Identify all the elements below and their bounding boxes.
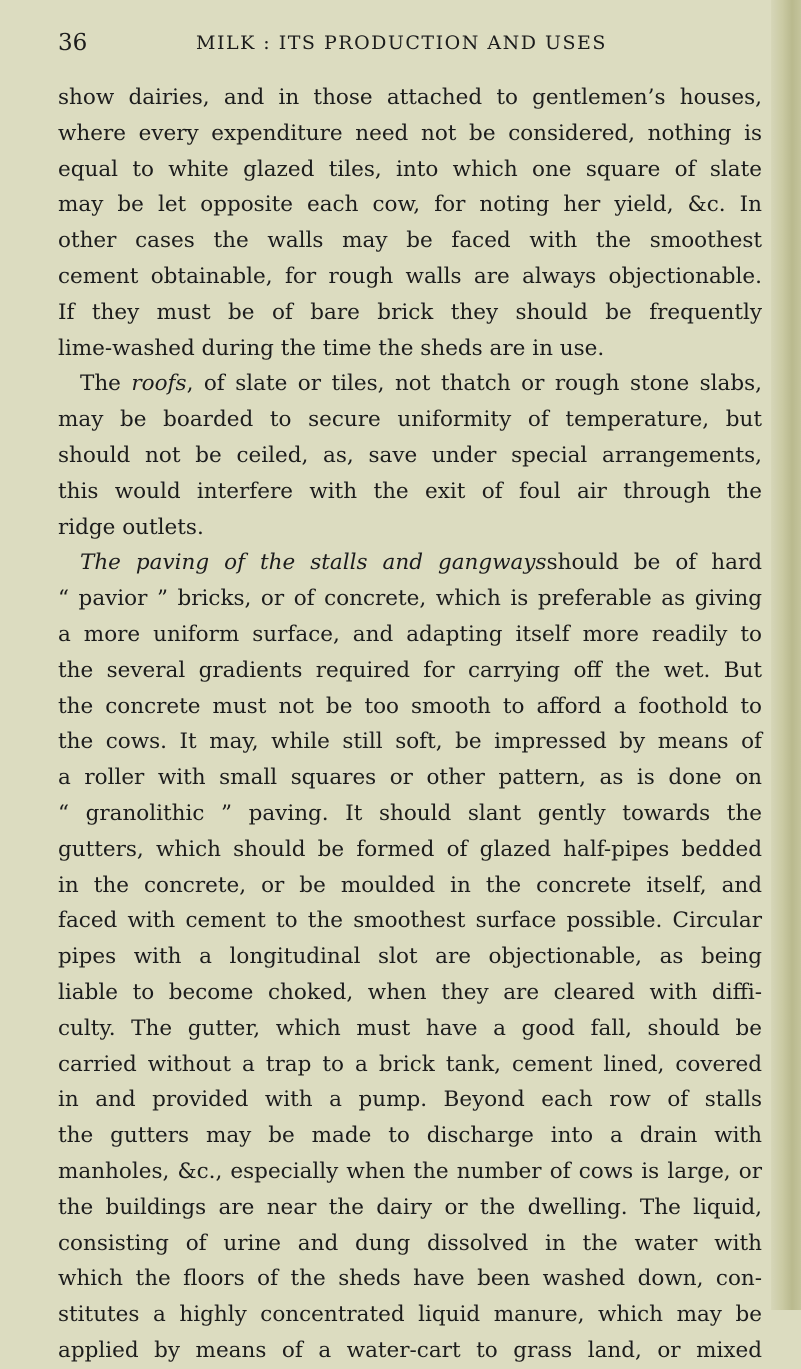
text-segment: equal to white glazed tiles, into which one square of slate	[58, 156, 762, 182]
text-segment: gutters, which should be formed of glazed half-pipes bedded	[58, 836, 762, 862]
text-line	[58, 939, 762, 975]
text-line	[58, 1333, 762, 1369]
book-page-edge	[771, 0, 801, 1310]
text-line	[58, 510, 762, 546]
text-segment: “ pavior ” bricks, or of concrete, which is preferable as giving	[58, 586, 762, 612]
text-line	[58, 903, 762, 939]
text-segment: a roller with small squares or other pattern, as is done on	[58, 765, 762, 791]
text-line	[58, 868, 762, 904]
text-segment: the concrete must not be too smooth to afford a foothold to	[58, 693, 762, 719]
text-segment: the cows. It may, while still soft, be impressed by means of	[58, 729, 762, 755]
text-line	[58, 1154, 762, 1190]
page-body-text	[58, 80, 762, 1369]
text-line	[58, 689, 762, 725]
text-segment: other cases the walls may be faced with the smoothest	[58, 228, 762, 254]
text-segment: may be boarded to secure uniformity of temperature, but	[58, 407, 762, 433]
text-line	[58, 402, 762, 438]
text-line	[58, 545, 762, 581]
text-line	[58, 1047, 762, 1083]
text-segment: If they must be of bare brick they should be frequently	[58, 299, 762, 325]
text-segment: carried without a trap to a brick tank, cement lined, covered	[58, 1051, 762, 1077]
text-line	[58, 1082, 762, 1118]
text-line	[58, 1011, 762, 1047]
text-line	[58, 1261, 762, 1297]
text-segment: the buildings are near the dairy or the dwelling. The liquid,	[58, 1194, 762, 1220]
text-line	[58, 1190, 762, 1226]
text-line	[58, 259, 762, 295]
text-segment: in the concrete, or be moulded in the concrete itself, and	[58, 872, 762, 898]
text-segment: applied by means of a water-cart to grass land, or mixed	[58, 1337, 762, 1363]
text-line	[58, 975, 762, 1011]
text-segment: liable to become choked, when they are cleared with diffi-	[58, 979, 762, 1005]
text-line	[58, 187, 762, 223]
text-line	[58, 366, 762, 402]
text-segment: the several gradients required for carrying off the wet. But	[58, 657, 762, 683]
text-segment: stitutes a highly concentrated liquid manure, which may be	[58, 1302, 762, 1328]
page-header	[58, 30, 762, 66]
text-segment: pipes with a longitudinal slot are objectionable, as being	[58, 944, 762, 970]
text-line	[58, 116, 762, 152]
text-segment: the gutters may be made to discharge into a drain with	[58, 1123, 762, 1149]
page-number: 36	[58, 30, 88, 56]
text-line	[58, 474, 762, 510]
text-segment: ridge outlets.	[58, 514, 204, 540]
text-segment: culty. The gutter, which must have a good fall, should be	[58, 1015, 762, 1041]
text-segment: should not be ceiled, as, save under special arrangements,	[58, 442, 762, 468]
text-line	[58, 223, 762, 259]
text-segment: a more uniform surface, and adapting itself more readily to	[58, 621, 762, 647]
text-line	[58, 331, 762, 367]
text-segment: faced with cement to the smoothest surface possible. Circular	[58, 908, 762, 934]
text-line	[58, 1118, 762, 1154]
italic-text: roofs	[131, 371, 187, 397]
text-line	[58, 152, 762, 188]
italic-text: The paving of the stalls and gangways	[80, 550, 547, 576]
text-segment: show dairies, and in those attached to gentlemen’s houses,	[58, 85, 762, 110]
text-segment: where every expenditure need not be considered, nothing is	[58, 120, 762, 146]
running-title: MILK : ITS PRODUCTION AND USES	[196, 32, 607, 54]
text-line	[58, 581, 762, 617]
text-line	[58, 653, 762, 689]
text-segment: in and provided with a pump. Beyond each row of stalls	[58, 1087, 762, 1113]
text-segment: consisting of urine and dung dissolved in the water with	[58, 1230, 762, 1256]
text-segment: cement obtainable, for rough walls are always objectionable.	[58, 263, 762, 289]
text-line	[58, 1297, 762, 1333]
text-segment: which the floors of the sheds have been washed down, con-	[58, 1266, 762, 1292]
text-line	[58, 724, 762, 760]
text-segment: manholes, &c., especially when the number of cows is large, or	[58, 1158, 762, 1184]
text-segment: The	[80, 371, 132, 397]
text-line	[58, 1226, 762, 1262]
text-line	[58, 617, 762, 653]
text-line	[58, 796, 762, 832]
text-line	[58, 438, 762, 474]
text-segment: “ granolithic ” paving. It should slant gently towards the	[58, 800, 762, 826]
text-segment: should be of hard	[546, 550, 762, 576]
text-line	[58, 80, 762, 116]
text-segment: , of slate or tiles, not thatch or rough stone slabs,	[186, 371, 762, 397]
text-segment: may be let opposite each cow, for noting her yield, &c. In	[58, 192, 762, 218]
text-segment: lime-washed during the time the sheds are in use.	[58, 335, 605, 361]
text-line	[58, 832, 762, 868]
text-segment: this would interfere with the exit of foul air through the	[58, 478, 762, 504]
text-line	[58, 295, 762, 331]
text-line	[58, 760, 762, 796]
